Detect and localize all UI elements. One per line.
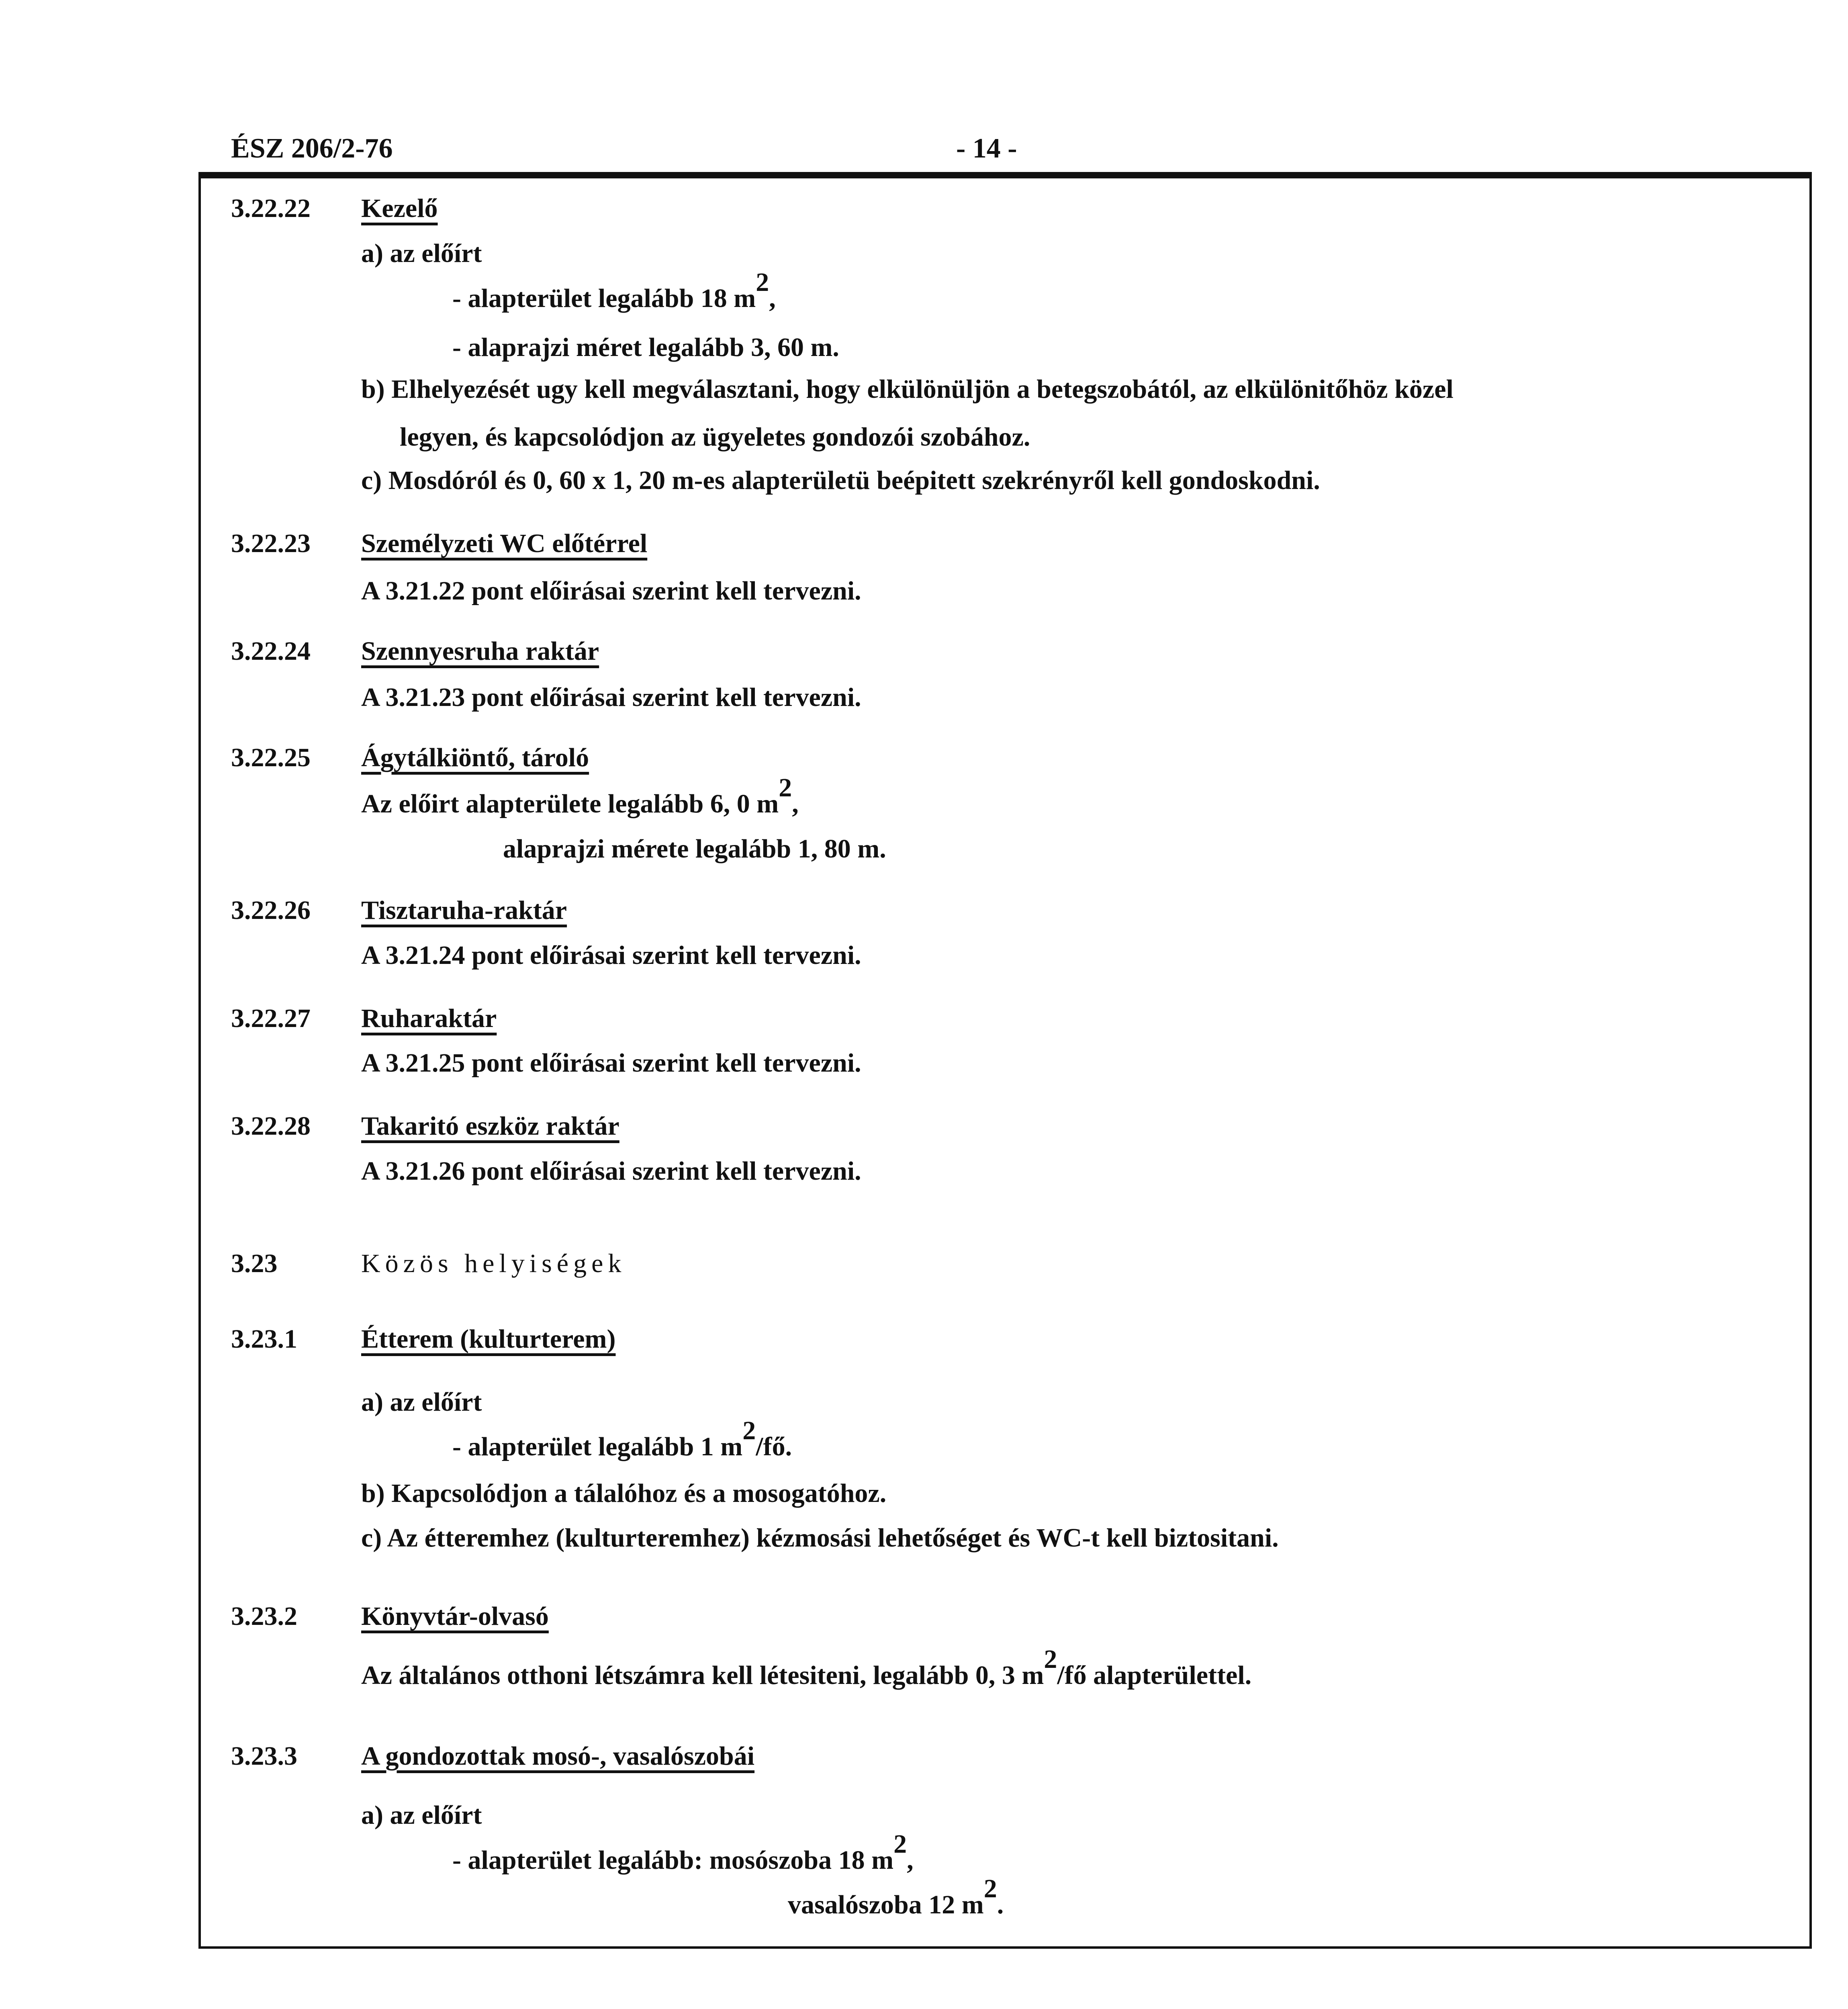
section-text: A 3.21.26 pont előirásai szerint kell tervezni. bbox=[361, 1156, 861, 1186]
section-title: Ágytálkiöntő, tároló bbox=[361, 743, 589, 772]
text: /fő. bbox=[756, 1432, 792, 1461]
requirement-line bbox=[452, 1829, 914, 1876]
section-title: Kezelő bbox=[361, 194, 438, 223]
section-text bbox=[361, 1645, 1252, 1692]
document-id: ÉSZ 206/2-76 bbox=[231, 133, 393, 164]
text: . bbox=[997, 1890, 1004, 1919]
section-title: Könyvtár-olvasó bbox=[361, 1602, 549, 1631]
section-title: Étterem (kulturterem) bbox=[361, 1324, 616, 1354]
text: - alapterület legalább: mosószoba 18 m bbox=[452, 1845, 894, 1875]
section-title: Ruharaktár bbox=[361, 1004, 497, 1033]
section-number: 3.22.28 bbox=[231, 1111, 311, 1141]
superscript: 2 bbox=[983, 1874, 997, 1903]
section-number: 3.22.22 bbox=[231, 194, 311, 223]
item-c: c) Az étteremhez (kulturteremhez) kézmosási lehetőséget és WC-t kell biztositani. bbox=[361, 1523, 1279, 1553]
text: vasalószoba 12 m bbox=[788, 1890, 984, 1919]
text: Az általános otthoni létszámra kell létesiteni, legalább 0, 3 m bbox=[361, 1661, 1044, 1690]
section-title: Szennyesruha raktár bbox=[361, 636, 599, 666]
section-text: A 3.21.24 pont előirásai szerint kell tervezni. bbox=[361, 941, 861, 970]
section-text: alaprajzi mérete legalább 1, 80 m. bbox=[503, 834, 886, 863]
text: - alapterület legalább 1 m bbox=[452, 1432, 743, 1461]
superscript: 2 bbox=[779, 773, 792, 802]
text: , bbox=[907, 1845, 914, 1875]
section-title: Személyzeti WC előtérrel bbox=[361, 529, 648, 558]
item-b: b) Kapcsolódjon a tálalóhoz és a mosogatóhoz. bbox=[361, 1479, 887, 1508]
item-c: c) Mosdóról és 0, 60 x 1, 20 m-es alapterületü beépitett szekrényről kell gondoskodni. bbox=[361, 466, 1320, 495]
section-number: 3.22.24 bbox=[231, 636, 311, 666]
section-number: 3.23.3 bbox=[231, 1741, 297, 1771]
text: Az előirt alapterülete legalább 6, 0 m bbox=[361, 789, 779, 818]
requirement-line bbox=[452, 1416, 792, 1463]
superscript: 2 bbox=[756, 268, 769, 297]
section-number: 3.23 bbox=[231, 1249, 278, 1278]
section-title: A gondozottak mosó-, vasalószobái bbox=[361, 1741, 755, 1771]
requirement-line bbox=[788, 1874, 1004, 1921]
section-text: A 3.21.25 pont előirásai szerint kell tervezni. bbox=[361, 1048, 861, 1078]
text: - alapterület legalább 18 m bbox=[452, 284, 756, 313]
text: /fő alapterülettel. bbox=[1057, 1661, 1252, 1690]
superscript: 2 bbox=[742, 1416, 756, 1445]
section-text: A 3.21.23 pont előirásai szerint kell tervezni. bbox=[361, 683, 861, 712]
section-number: 3.22.26 bbox=[231, 896, 311, 925]
text: , bbox=[792, 789, 799, 818]
superscript: 2 bbox=[893, 1829, 907, 1859]
item-a: a) az előírt bbox=[361, 1387, 482, 1417]
item-b-cont: legyen, és kapcsolódjon az ügyeletes gondozói szobához. bbox=[400, 422, 1030, 452]
text: , bbox=[769, 284, 776, 313]
section-title: Közös helyiségek bbox=[361, 1249, 626, 1278]
page-number: - 14 - bbox=[956, 133, 1017, 164]
superscript: 2 bbox=[1044, 1645, 1057, 1674]
section-title: Tisztaruha-raktár bbox=[361, 896, 567, 925]
item-a: a) az előírt bbox=[361, 1800, 482, 1830]
section-number: 3.23.2 bbox=[231, 1602, 297, 1631]
item-b: b) Elhelyezését ugy kell megválasztani, hogy elkülönüljön a betegszobától, az elkülönitőhöz közel bbox=[361, 374, 1453, 404]
requirement-line bbox=[452, 268, 776, 315]
section-number: 3.22.25 bbox=[231, 743, 311, 772]
section-number: 3.22.27 bbox=[231, 1004, 311, 1033]
requirement-line: - alaprajzi méret legalább 3, 60 m. bbox=[452, 333, 839, 362]
section-number: 3.23.1 bbox=[231, 1324, 297, 1354]
section-text bbox=[361, 773, 799, 820]
section-number: 3.22.23 bbox=[231, 529, 311, 558]
section-title: Takaritó eszköz raktár bbox=[361, 1111, 619, 1141]
item-a: a) az előírt bbox=[361, 239, 482, 268]
section-text: A 3.21.22 pont előirásai szerint kell tervezni. bbox=[361, 576, 861, 606]
